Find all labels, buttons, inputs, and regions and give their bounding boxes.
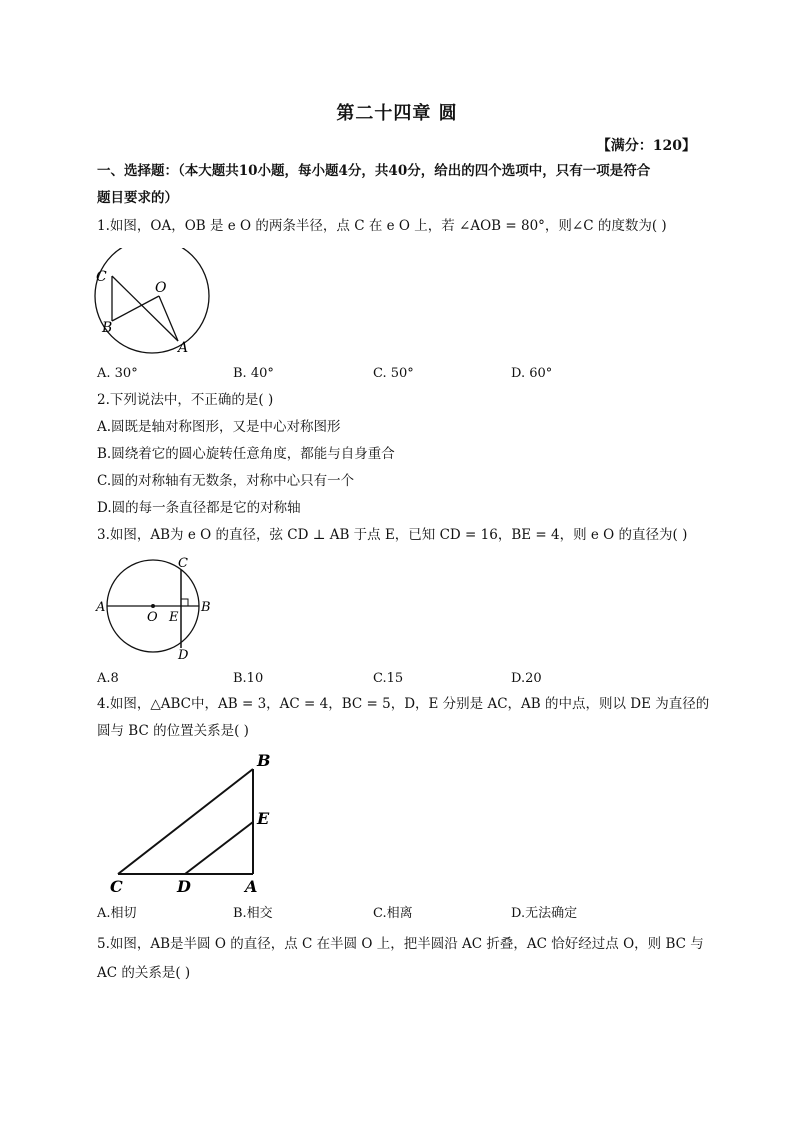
question-1-figure — [92, 248, 216, 356]
q4-label-a: A — [245, 877, 258, 896]
q4-option-b[interactable]: B.相交 — [233, 906, 273, 921]
q3-option-b[interactable]: B.10 — [233, 671, 264, 686]
question-4-text-line2: 圆与 BC 的位置关系是( ) — [97, 723, 249, 739]
q2-option-b[interactable]: B.圆绕着它的圆心旋转任意角度，都能与自身重合 — [97, 446, 395, 462]
q2-option-c[interactable]: C.圆的对称轴有无数条，对称中心只有一个 — [97, 473, 355, 489]
q3-label-c: C — [178, 556, 188, 571]
q3-label-b: B — [201, 600, 211, 615]
q4-option-d[interactable]: D.无法确定 — [511, 906, 578, 921]
q3-label-e: E — [169, 610, 179, 625]
q1-option-a[interactable]: A. 30° — [97, 366, 138, 381]
q1-label-b: B — [102, 320, 113, 336]
q3-label-d: D — [178, 648, 189, 663]
q3-label-o: O — [147, 610, 158, 625]
q1-option-b[interactable]: B. 40° — [233, 366, 274, 381]
question-5-text-line2: AC 的关系是( ) — [97, 965, 191, 981]
question-5-text-line1: 5.如图，AB是半圆 O 的直径，点 C 在半圆 O 上，把半圆沿 AC 折叠，AC 恰好经过点 O，则 BC 与 — [97, 936, 704, 952]
q3-option-a[interactable]: A.8 — [97, 671, 119, 686]
question-3-figure — [92, 553, 216, 663]
q1-option-d[interactable]: D. 60° — [511, 366, 553, 381]
q2-option-a[interactable]: A.圆既是轴对称图形，又是中心对称图形 — [97, 419, 341, 435]
q4-label-d: D — [177, 877, 191, 896]
q3-option-d[interactable]: D.20 — [511, 671, 542, 686]
q4-label-b: B — [257, 751, 271, 770]
q4-label-e: E — [257, 809, 270, 828]
page-title: 第二十四章 圆 — [336, 103, 458, 124]
q3-option-c[interactable]: C.15 — [373, 671, 404, 686]
question-3-text: 3.如图，AB为 e O 的直径，弦 CD ⊥ AB 于点 E，已知 CD = 16，BE = 4，则 e O 的直径为( ) — [97, 527, 688, 543]
q1-label-c: C — [96, 269, 107, 285]
q1-label-a: A — [178, 340, 189, 356]
q1-option-c[interactable]: C. 50° — [373, 366, 414, 381]
question-4-text-line1: 4.如图，△ABC中，AB = 3，AC = 4，BC = 5，D，E 分别是 AC，AB 的中点，则以 DE 为直径的 — [97, 696, 710, 712]
q2-option-d[interactable]: D.圆的每一条直径都是它的对称轴 — [97, 500, 301, 516]
question-1-text: 1.如图，OA，OB 是 e O 的两条半径，点 C 在 e O 上，若 ∠AOB = 80°，则∠C 的度数为( ) — [97, 218, 667, 234]
q4-option-a[interactable]: A.相切 — [97, 906, 137, 921]
q4-option-c[interactable]: C.相离 — [373, 906, 413, 921]
q3-label-a: A — [96, 600, 106, 615]
score-label: 【满分：120】 — [596, 138, 696, 154]
q1-label-o: O — [155, 280, 167, 296]
question-2-text: 2.下列说法中，不正确的是( ) — [97, 392, 274, 408]
q4-label-c: C — [110, 877, 123, 896]
question-4-figure — [100, 748, 280, 898]
section-heading-line1: 一、选择题：（本大题共10小题，每小题4分，共40分，给出的四个选项中，只有一项是符合 — [97, 163, 651, 179]
section-heading-line2: 题目要求的） — [97, 190, 178, 206]
